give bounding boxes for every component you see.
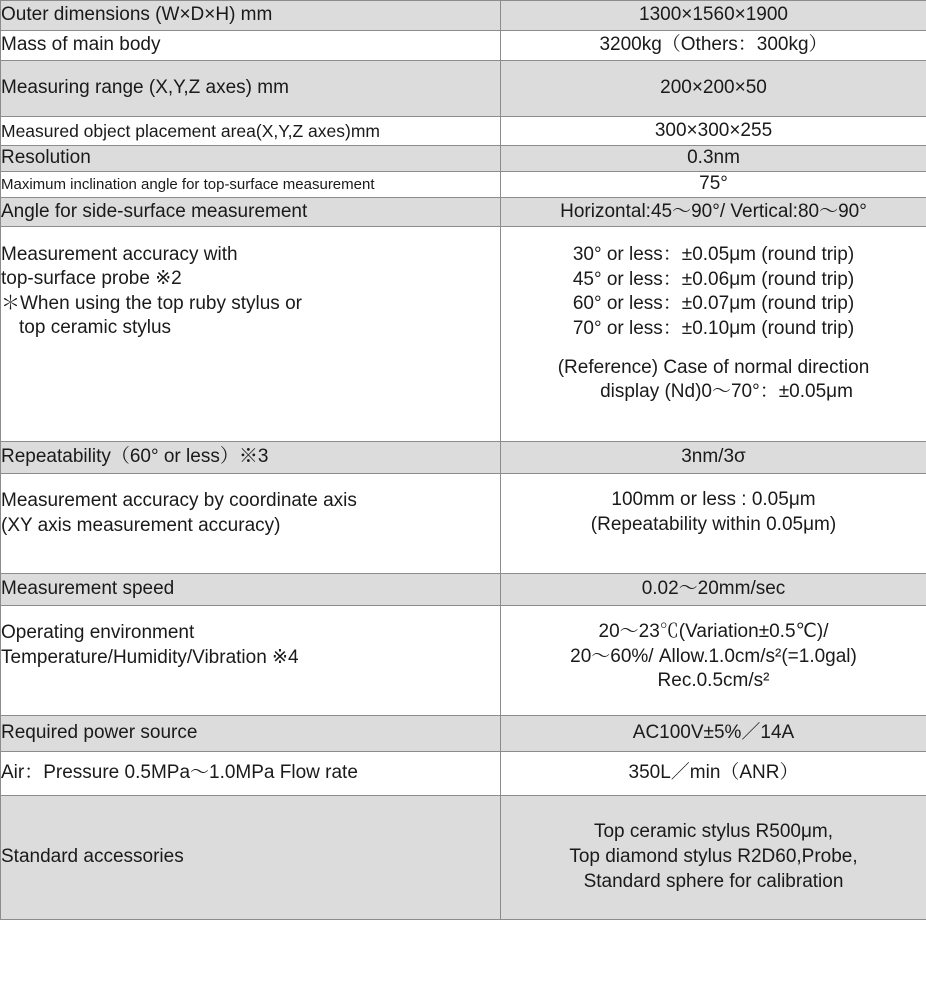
row-value: Horizontal:45〜90°/ Vertical:80〜90° <box>501 198 926 227</box>
row-value <box>501 796 926 920</box>
row-value: 300×300×255 <box>501 117 926 146</box>
row-label-line: (XY axis measurement accuracy) <box>1 515 281 537</box>
row-value-line: 30° or less：±0.05μm (round trip) <box>572 244 855 265</box>
table-row <box>1 752 926 796</box>
table-body <box>1 1 926 920</box>
row-label <box>1 606 501 716</box>
row-value-line: 100mm or less : 0.05μm <box>611 489 816 510</box>
row-label-line: ＊When using the top ruby stylus or <box>1 292 302 314</box>
row-value-line: Top diamond stylus R2D60,Probe, <box>569 846 858 868</box>
row-value-line: 20〜60%/ Allow.1.0cm/s²(=1.0gal) <box>570 645 857 667</box>
row-label: Measured object placement area(X,Y,Z axes)mm <box>1 117 501 146</box>
table-row <box>1 198 926 227</box>
row-value <box>501 227 926 442</box>
table-row <box>1 227 926 442</box>
row-value: 3nm/3σ <box>501 442 926 474</box>
row-value-line: (Reference) Case of normal direction <box>557 356 870 378</box>
row-value <box>501 606 926 716</box>
row-value: 3200kg（Others：300kg） <box>501 31 926 61</box>
row-value-line: Top ceramic stylus R500μm, <box>593 821 834 843</box>
row-label: Outer dimensions (W×D×H) mm <box>1 1 501 31</box>
row-label-line: top ceramic stylus <box>19 316 172 338</box>
row-value: 350L／min（ANR） <box>501 752 926 796</box>
row-value: 1300×1560×1900 <box>501 1 926 31</box>
row-value-line: 60° or less：±0.07μm (round trip) <box>572 293 855 315</box>
row-label-line: Measurement accuracy by coordinate axis <box>1 490 357 511</box>
row-value <box>501 474 926 574</box>
row-value-line: 70° or less：±0.10μm (round trip) <box>572 318 855 340</box>
row-label: Measurement speed <box>1 574 501 606</box>
row-label: Measuring range (X,Y,Z axes) mm <box>1 61 501 117</box>
row-value-line: (Repeatability within 0.05μm) <box>590 513 837 535</box>
row-value-line: display (Nd)0〜70°：±0.05μm <box>600 381 853 403</box>
table-row <box>1 61 926 117</box>
row-label-line: Temperature/Humidity/Vibration ※4 <box>1 647 299 669</box>
row-value: AC100V±5%／14A <box>501 716 926 752</box>
row-value-line: 20〜23℃(Variation±0.5℃)/ <box>598 621 829 642</box>
table-row <box>1 606 926 716</box>
row-label: Air：Pressure 0.5MPa〜1.0MPa Flow rate <box>1 752 501 796</box>
table-row <box>1 574 926 606</box>
row-value-line: Rec.0.5cm/s² <box>657 670 770 692</box>
row-label: Maximum inclination angle for top-surface measurement <box>1 172 501 198</box>
row-label-line: top-surface probe ※2 <box>1 268 182 290</box>
row-label: Angle for side-surface measurement <box>1 198 501 227</box>
row-value-line: 45° or less：±0.06μm (round trip) <box>572 268 855 290</box>
row-label-line: Measurement accuracy with <box>1 244 238 265</box>
table-row <box>1 117 926 146</box>
row-value: 75° <box>501 172 926 198</box>
table-row <box>1 474 926 574</box>
row-value: 0.3nm <box>501 146 926 172</box>
table-row <box>1 172 926 198</box>
row-label: Required power source <box>1 716 501 752</box>
row-label: Mass of main body <box>1 31 501 61</box>
row-label <box>1 227 501 442</box>
row-value: 0.02〜20mm/sec <box>501 574 926 606</box>
row-value-line: Standard sphere for calibration <box>583 870 844 892</box>
row-label-line: Operating environment <box>1 622 195 643</box>
table-row <box>1 146 926 172</box>
table-row <box>1 31 926 61</box>
table-row <box>1 796 926 920</box>
row-value-spacer <box>501 342 926 356</box>
row-label: Resolution <box>1 146 501 172</box>
row-value: 200×200×50 <box>501 61 926 117</box>
table-row <box>1 1 926 31</box>
row-label <box>1 474 501 574</box>
row-label: Repeatability（60° or less）※3 <box>1 442 501 474</box>
table-row <box>1 716 926 752</box>
table-row <box>1 442 926 474</box>
row-label: Standard accessories <box>1 796 501 920</box>
